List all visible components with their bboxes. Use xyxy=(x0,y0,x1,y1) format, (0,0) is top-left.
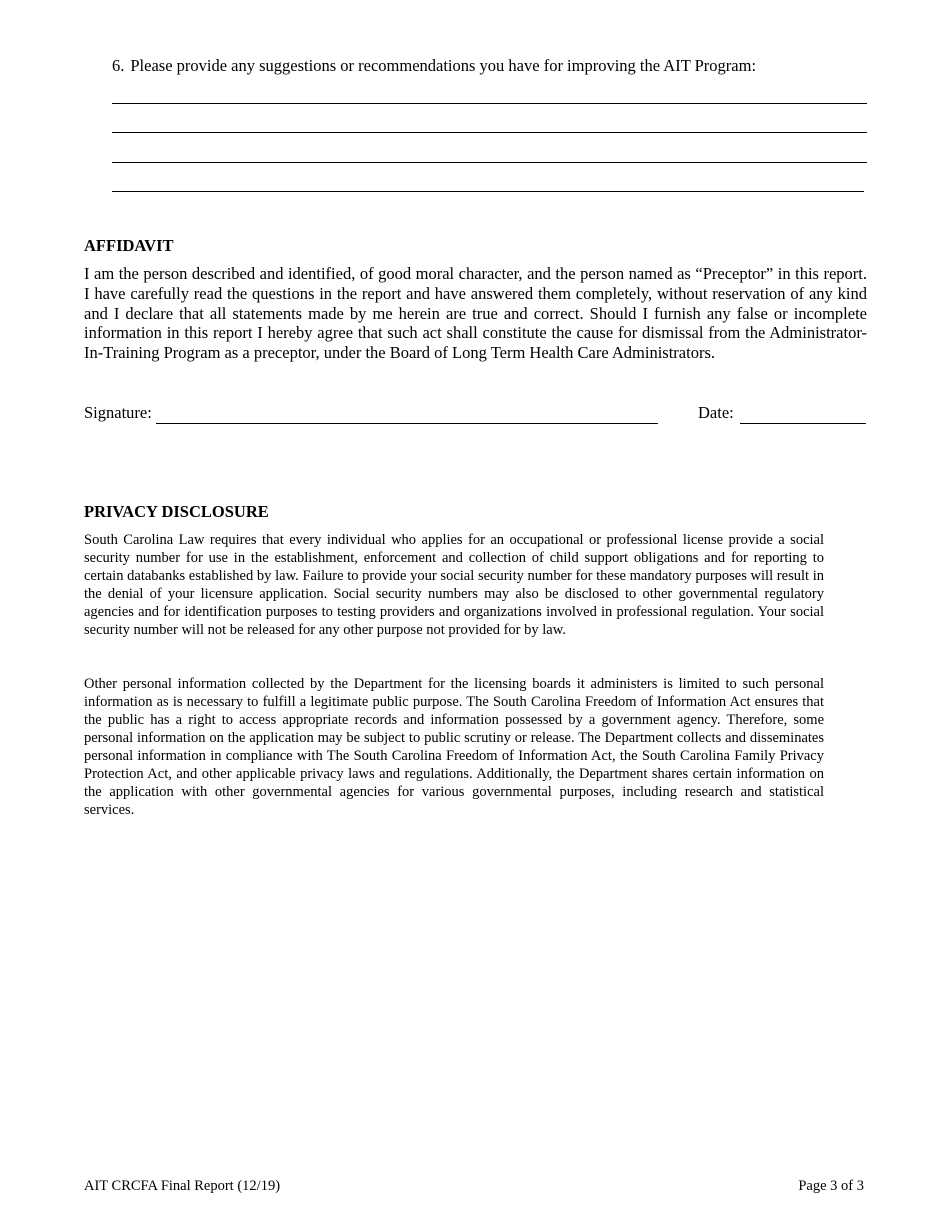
affidavit-text: I am the person described and identified, of good moral character, and the person named as “Preceptor” in this report. I have carefully read the questions in the report and have answered them completely, without reservation of any kind and I declare that all statements made by me herein are true and correct. Should I furnish any false or incomplete information in this report I hereby agree that such act shall constitute the cause for dismissal from the Administrator-In-Training Program as a preceptor, under the Board of Long Term Health Care Administrators. xyxy=(84,264,867,363)
question-text: Please provide any suggestions or recommendations you have for improving the AIT Program: xyxy=(130,56,757,75)
question-number: 6. xyxy=(112,56,125,75)
privacy-paragraph-2: Other personal information collected by the Department for the licensing boards it administers is limited to such personal information as is necessary to fulfill a legitimate public purpose. The South Carolina Freedom of Information Act ensures that the public has a right to access appropriate records and information possessed by a government agency. Therefore, some personal information on the application may be subject to public scrutiny or release. The Department collects and disseminates personal information in compliance with The South Carolina Freedom of Information Act, the South Carolina Family Privacy Protection Act, and other applicable privacy laws and regulations. Additionally, the Department shares certain information on the application with other governmental agencies for various governmental purposes, including research and statistical services. xyxy=(84,676,824,818)
affidavit-heading: AFFIDAVIT xyxy=(84,236,174,255)
date-field[interactable] xyxy=(740,423,866,424)
question-6 xyxy=(112,56,756,76)
answer-line-2[interactable] xyxy=(112,132,867,133)
footer-page-number: Page 3 of 3 xyxy=(798,1178,864,1194)
privacy-paragraph-1: South Carolina Law requires that every individual who applies for an occupational or professional license provide a social security number for use in the establishment, enforcement and collection of child support obligations and for reporting to certain databanks established by law. Failure to provide your social security number for these mandatory purposes will result in the denial of your licensure application. Social security numbers may also be disclosed to other governmental regulatory agencies and for identification purposes to testing providers and organizations involved in professional regulation. Your social security number will not be released for any other purpose not provided for by law. xyxy=(84,532,824,638)
answer-line-1[interactable] xyxy=(112,103,867,104)
footer-form-id: AIT CRCFA Final Report (12/19) xyxy=(84,1178,281,1194)
answer-line-3[interactable] xyxy=(112,162,867,163)
signature-field[interactable] xyxy=(156,423,658,424)
answer-line-4[interactable] xyxy=(112,191,864,192)
date-label: Date: xyxy=(698,403,734,422)
signature-label: Signature: xyxy=(84,403,152,422)
privacy-heading: PRIVACY DISCLOSURE xyxy=(84,502,269,521)
